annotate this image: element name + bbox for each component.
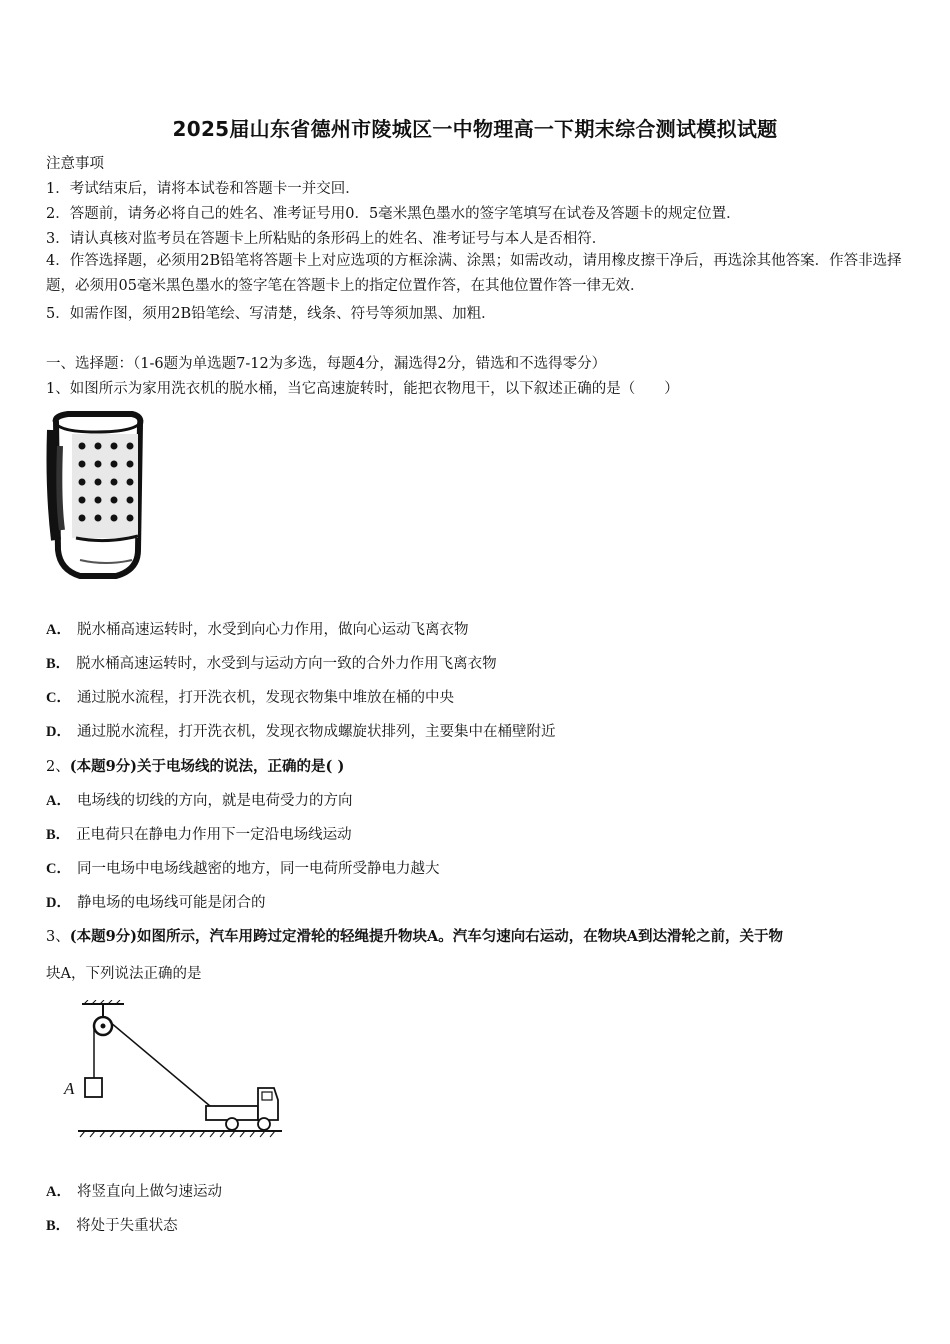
q2-option-b: B． 正电荷只在静电力作用下一定沿电场线运动 <box>46 827 352 843</box>
spin-drum-figure <box>46 410 148 580</box>
block-a-label: A <box>64 1079 75 1098</box>
notice-item-2: 2．答题前，请务必将自己的姓名、准考证号用0．5毫米黑色墨水的签字笔填写在试卷及答题卡的规定位置． <box>46 206 741 222</box>
q1-option-c: C． 通过脱水流程，打开洗衣机，发现衣物集中堆放在桶的中央 <box>46 690 454 706</box>
q1-option-a: A． 脱水桶高速运转时，水受到向心力作用，做向心运动飞离衣物 <box>46 622 469 638</box>
notice-item-4: 4．作答选择题，必须用2B铅笔将答题卡上对应选项的方框涂满、涂黑；如需改动，请用橡皮擦干净后，再选涂其他答案．作答非选择题，必须用05毫米黑色墨水的签字笔在答题卡上的指定位置作答，在其他位置作答一律无效． <box>46 253 902 294</box>
q1-option-d: D． 通过脱水流程，打开洗衣机，发现衣物成螺旋状排列，主要集中在桶壁附近 <box>46 724 556 740</box>
q3-option-b: B． 将处于失重状态 <box>46 1218 178 1234</box>
q1-option-b: B． 脱水桶高速运转时，水受到与运动方向一致的合外力作用飞离衣物 <box>46 656 497 672</box>
q2-option-a: A． 电场线的切线的方向，就是电荷受力的方向 <box>46 793 353 809</box>
q2-option-d: D． 静电场的电场线可能是闭合的 <box>46 895 266 911</box>
q3-stem-line2: 块A，下列说法正确的是 <box>46 966 202 982</box>
q3-option-a: A． 将竖直向上做匀速运动 <box>46 1184 222 1200</box>
q2-option-c: C． 同一电场中电场线越密的地方，同一电荷所受静电力越大 <box>46 861 440 877</box>
notice-heading: 注意事项 <box>46 156 104 172</box>
section-heading: 一、选择题：（1-6题为单选题7-12为多选，每题4分，漏选得2分，错选和不选得零分） <box>46 356 607 372</box>
q1-stem: 1、如图所示为家用洗衣机的脱水桶，当它高速旋转时，能把衣物甩干，以下叙述正确的是（ ） <box>46 381 679 397</box>
notice-item-5: 5．如需作图，须用2B铅笔绘、写清楚，线条、符号等须加黑、加粗． <box>46 306 496 322</box>
notice-item-1: 1．考试结束后，请将本试卷和答题卡一并交回． <box>46 181 360 197</box>
q3-stem-line1: 3、(本题9分)如图所示，汽车用跨过定滑轮的轻绳提升物块A。汽车匀速向右运动，在物块A到达滑轮之前，关于物 <box>46 928 784 945</box>
page-title: 2025届山东省德州市陵城区一中物理高一下期末综合测试模拟试题 <box>172 117 778 141</box>
q2-stem: 2、(本题9分)关于电场线的说法，正确的是( ) <box>46 758 345 775</box>
notice-item-3: 3．请认真核对监考员在答题卡上所粘贴的条形码上的姓名、准考证号与本人是否相符． <box>46 231 607 247</box>
pulley-truck-figure <box>60 1000 290 1145</box>
